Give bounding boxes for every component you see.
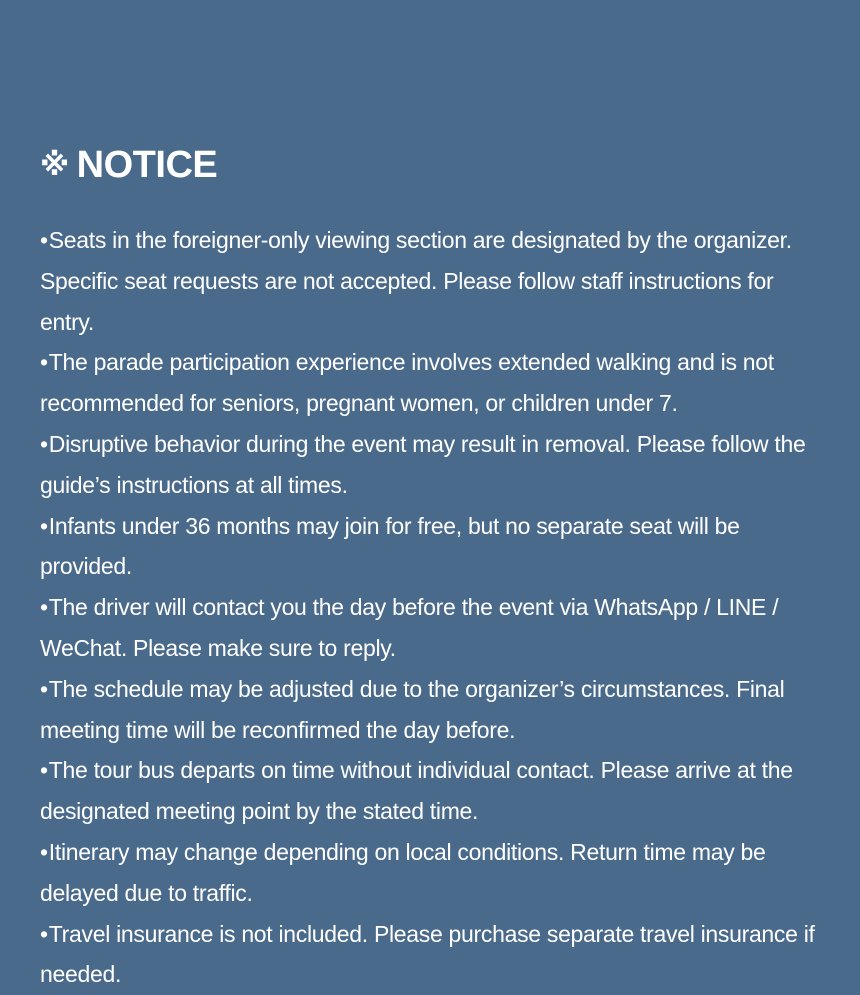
bullet-icon: • xyxy=(40,227,48,253)
bullet-icon: • xyxy=(40,594,48,621)
notice-item-text: The schedule may be adjusted due to the organizer’s circumstances. Final meeting time will be reconfirmed the day before. xyxy=(40,675,785,743)
notice-item xyxy=(40,832,830,914)
bullet-icon: • xyxy=(40,512,48,539)
notice-item xyxy=(40,424,830,506)
notice-title: NOTICE xyxy=(76,144,218,186)
notice-item-text: The tour bus departs on time without individual contact. Please arrive at the designated meeting point by the stated time. xyxy=(40,757,793,825)
notice-item-text: Travel insurance is not included. Please purchase separate travel insurance if needed. xyxy=(40,920,815,988)
bullet-icon: • xyxy=(40,675,48,702)
bullet-icon: • xyxy=(40,838,48,865)
reference-mark-icon: ※ xyxy=(40,149,69,182)
notice-item-text: Seats in the foreigner-only viewing section are designated by the organizer. Specific seat requests are not accepted. Please follow staff instructions for entry. xyxy=(40,227,792,335)
notice-heading xyxy=(40,142,217,189)
notice-item xyxy=(40,914,830,995)
bullet-icon: • xyxy=(40,349,48,376)
notice-item xyxy=(40,750,830,832)
notice-item-text: Itinerary may change depending on local conditions. Return time may be delayed due to traffic. xyxy=(40,838,766,906)
notice-item xyxy=(40,220,830,342)
notice-item-text: Disruptive behavior during the event may result in removal. Please follow the guide’s instructions at all times. xyxy=(40,430,806,498)
notice-item xyxy=(40,669,830,751)
notice-item xyxy=(40,506,830,588)
notice-item-text: The parade participation experience involves extended walking and is not recommended for seniors, pregnant women, or children under 7. xyxy=(40,349,774,417)
bullet-icon: • xyxy=(40,430,48,457)
notice-item-text: Infants under 36 months may join for free, but no separate seat will be provided. xyxy=(40,512,740,580)
notice-item xyxy=(40,587,830,669)
notice-item-text: The driver will contact you the day before the event via WhatsApp / LINE / WeChat. Please make sure to reply. xyxy=(40,594,779,661)
bullet-icon: • xyxy=(40,920,48,947)
notice-item xyxy=(40,342,830,424)
notice-list xyxy=(40,220,830,995)
bullet-icon: • xyxy=(40,757,48,784)
